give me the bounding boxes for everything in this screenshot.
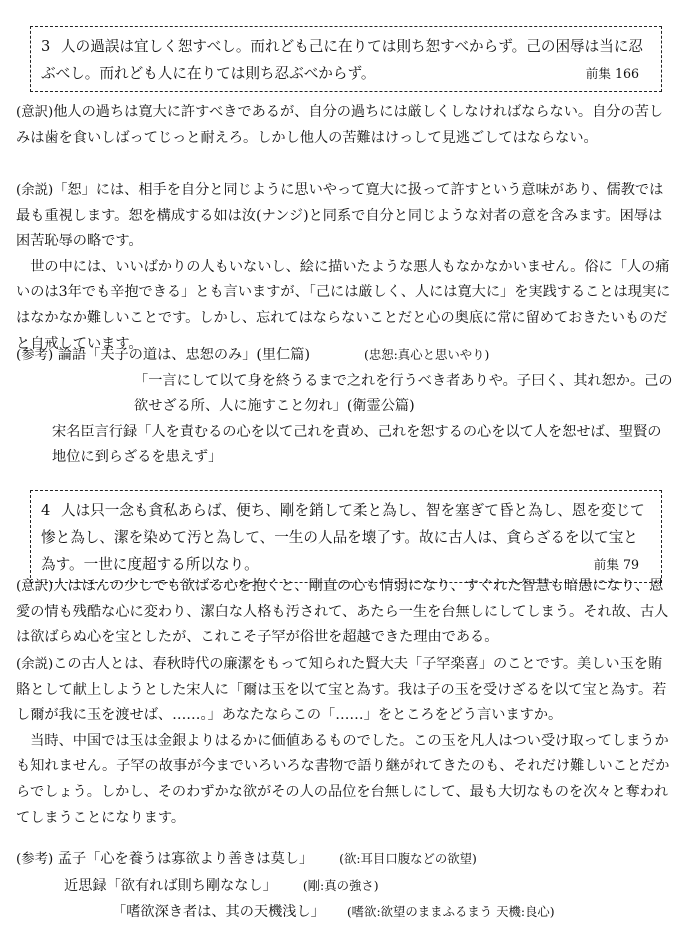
translation-label: (意訳) bbox=[16, 105, 54, 120]
entry-3-source: 前集 166 bbox=[585, 66, 639, 81]
entry-4-text: 4 人は只一念も貪私あらば、便ち、剛を銷して柔と為し、智を塞ぎて昏と為し、恩を変じて惨と為し、潔を染めて汚と為して、一生の人品を壊了す。故に古人は、貪らざるを以て宝と為す。一世に度超する所以なり。 前集 79 bbox=[41, 497, 651, 578]
commentary-label: (余説) bbox=[16, 183, 54, 198]
entry-3-translation: (意訳)他人の過ちは寛大に許すべきであるが、自分の過ちには厳しくしなければならない。自分の苦しみは歯を食いしばってじっと耐えろ。しかし他人の苦難はけっして見逃ごしてはならない。 bbox=[16, 104, 664, 146]
entry-4-number: 4 bbox=[41, 502, 51, 519]
reference-label: (参考) bbox=[16, 852, 54, 867]
reference-label: (参考) bbox=[16, 348, 54, 363]
translation-label: (意訳) bbox=[16, 579, 54, 594]
entry-3-box bbox=[30, 26, 662, 92]
entry-3-number: 3 bbox=[41, 38, 51, 55]
entry-4-box bbox=[30, 490, 662, 583]
entry-4-source: 前集 79 bbox=[593, 557, 639, 572]
entry-3-text: 3 人の過誤は宜しく恕すべし。而れども己に在りては則ち恕すべからず。己の困辱は当に忍ぶべし。而れども人に在りては則ち忍ぶべからず。 前集 166 bbox=[41, 33, 651, 87]
entry-3-commentary: (余説)「恕」には、相手を自分と同じように思いやって寛大に扱って許すという意味があり、儒教では最も重視します。恕を構成する如は汝(ナンジ)と同系で自分と同じような対者の意を含みます。困辱は困苦恥辱の略です。 世の中には、いいばかりの人もいないし、絵に描いたような悪人もなかなかいません。俗に「人の痛いのは3年でも辛抱できる」とも言いますが、「己には厳しく、人には寛大に」を実践することは現実にはなかなか難しいことです。しかし、忘れてはならないことだと心の奥底に常に留めておきたいものだと自戒しています。 bbox=[16, 182, 671, 352]
entry-3-reference: (参考) 論語「夫子の道は、忠恕のみ」(里仁篇) (忠恕:真心と思いやり) 「一言にして以て身を終うるまで之れを行うべき者ありや。子曰く、其れ恕か。己の欲せざる所、人に施すこと勿れ」(衛霊公篇) 宋名臣言行録「人を責むるの心を以て己れを責め、己れを恕するの心を以て人を恕せば、聖賢の地位に到らざるを患えず」 bbox=[16, 347, 673, 466]
commentary-label: (余説) bbox=[16, 657, 54, 672]
entry-4-reference: (参考) 孟子「心を養うは寡欲より善きは莫し」 (欲:耳目口腹などの欲望) 近思録「欲有れば則ち剛ななし」 (剛:真の強さ) 「嗜欲深き者は、其の天機浅し」 (嗜欲:欲望のままふるまう 天機:良心) bbox=[16, 851, 555, 921]
entry-4-translation: (意訳)人はほんの少しでも欲ばる心を抱くと、剛直の心も情弱になり、すぐれた智慧も暗愚になり、恩愛の情も残酷な心に変わり、潔白な人格も汚されて、あたら一生を台無しにしてしまう。それ故、古人は欲ばらぬ心を宝としたが、これこそ子罕が俗世を超越できた理由である。 bbox=[16, 578, 669, 646]
entry-4-commentary: (余説)この古人とは、春秋時代の廉潔をもって知られた賢大夫「子罕楽喜」のことです。美しい玉を賄賂として献上しようとした宋人に「爾は玉を以て宝と為す。我は子の玉を受けざるを以て宝と為す。若し爾が我に玉を渡せば、……。」あなたならこの「……」をところをどう言いますか。 当時、中国では玉は金銀よりはるかに価値あるものでした。この玉を凡人はつい受け取ってしまうかも知れません。子罕の故事が今までいろいろな書物で語り継がれてきたのも、それだけ難しいことだからでしょう。しかし、そのわずかな欲がその人の品位を台無しにして、最も大切なものを次々と奪われてしまうことになります。 bbox=[16, 656, 670, 826]
